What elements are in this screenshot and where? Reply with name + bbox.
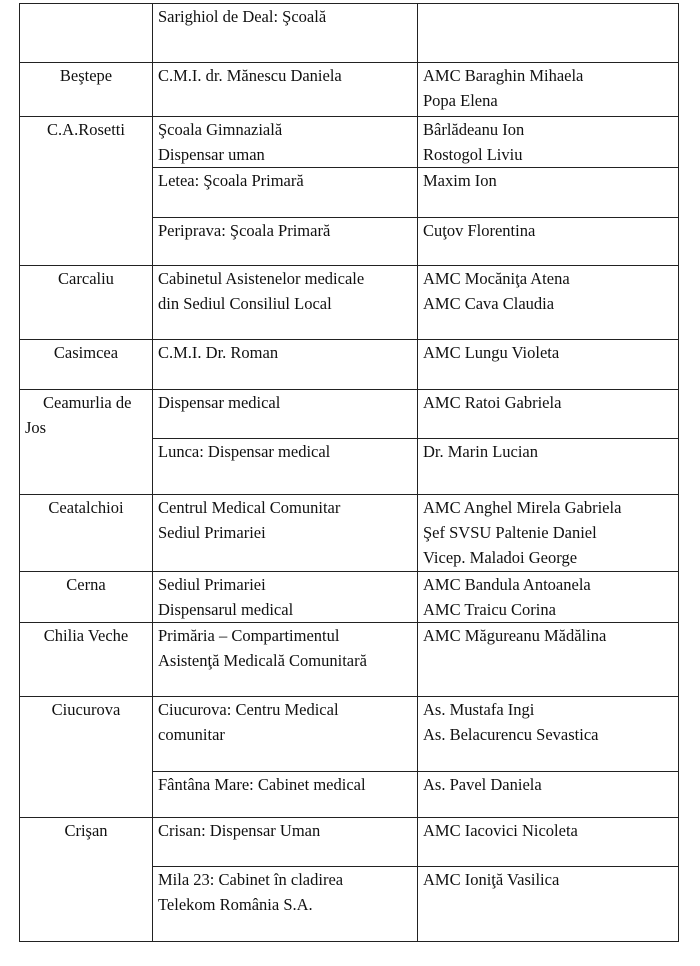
table-row (20, 572, 679, 623)
person-line: Bârlădeanu Ion (423, 120, 525, 139)
person-line: As. Pavel Daniela (423, 775, 542, 794)
person-line: Dr. Marin Lucian (423, 442, 539, 461)
persons-cell (418, 218, 679, 266)
person-line: AMC Traicu Corina (423, 600, 556, 619)
place-cell (153, 117, 418, 168)
persons-cell (418, 63, 679, 117)
person-line: Rostogol Liviu (423, 145, 523, 164)
place-cell (153, 772, 418, 818)
place-line: Şcoala Gimnazială (158, 120, 283, 139)
locality-name: C.A.Rosetti (47, 120, 125, 139)
persons-cell (418, 4, 679, 63)
locality-cell (20, 340, 153, 390)
place-cell (153, 439, 418, 495)
place-cell (153, 218, 418, 266)
person-line: AMC Mocăniţa Atena (423, 269, 570, 288)
locality-name: Ciucurova (51, 700, 121, 719)
locality-cell (20, 818, 153, 942)
locality-cell (20, 390, 153, 495)
persons-cell (418, 117, 679, 168)
persons-cell (418, 168, 679, 218)
persons-cell (418, 439, 679, 495)
person-line: Vicep. Maladoi George (423, 548, 578, 567)
locality-cell (20, 623, 153, 697)
place-line: C.M.I. dr. Mănescu Daniela (158, 66, 342, 85)
place-cell (153, 867, 418, 942)
place-cell (153, 63, 418, 117)
table-row (20, 4, 679, 63)
locality-table (19, 3, 679, 942)
person-line: AMC Cava Claudia (423, 294, 555, 313)
locality-name: Ceamurlia de Jos (25, 393, 132, 437)
person-line: AMC Măgureanu Mădălina (423, 626, 607, 645)
place-cell (153, 4, 418, 63)
locality-cell (20, 4, 153, 63)
place-line: Primăria – Compartimentul (158, 626, 340, 645)
persons-cell (418, 867, 679, 942)
place-line: Dispensarul medical (158, 600, 294, 619)
table-row (20, 117, 679, 168)
locality-cell (20, 63, 153, 117)
place-cell (153, 168, 418, 218)
person-line: AMC Ioniţă Vasilica (423, 870, 560, 889)
place-line: Letea: Şcoala Primară (158, 171, 304, 190)
locality-cell (20, 572, 153, 623)
locality-name: Casimcea (53, 343, 119, 362)
place-line: Asistenţă Medicală Comunitară (158, 651, 367, 670)
place-cell (153, 697, 418, 772)
place-line: Periprava: Şcoala Primară (158, 221, 331, 240)
persons-cell (418, 818, 679, 867)
locality-name: Carcaliu (58, 269, 114, 288)
place-line: Dispensar medical (158, 393, 281, 412)
table-row (20, 266, 679, 340)
place-line: C.M.I. Dr. Roman (158, 343, 279, 362)
place-line: Fântâna Mare: Cabinet medical (158, 775, 366, 794)
persons-cell (418, 697, 679, 772)
table-row (20, 390, 679, 439)
place-line: Centrul Medical Comunitar (158, 498, 341, 517)
place-line: comunitar (158, 725, 225, 744)
locality-name: Beştepe (59, 66, 113, 85)
place-cell (153, 266, 418, 340)
place-line: Ciucurova: Centru Medical (158, 700, 339, 719)
locality-name: Chilia Veche (43, 626, 129, 645)
locality-cell (20, 266, 153, 340)
place-cell (153, 340, 418, 390)
table-row (20, 623, 679, 697)
persons-cell (418, 572, 679, 623)
locality-name: Ceatalchioi (48, 498, 124, 517)
locality-name: Cerna (66, 575, 106, 594)
place-line: Dispensar uman (158, 145, 265, 164)
persons-cell (418, 266, 679, 340)
table-row (20, 697, 679, 772)
locality-name: Crişan (64, 821, 108, 840)
place-cell (153, 390, 418, 439)
place-line: Lunca: Dispensar medical (158, 442, 331, 461)
persons-cell (418, 772, 679, 818)
place-line: Sediul Primariei (158, 523, 266, 542)
persons-cell (418, 390, 679, 439)
persons-cell (418, 623, 679, 697)
place-cell (153, 572, 418, 623)
persons-cell (418, 495, 679, 572)
locality-cell (20, 117, 153, 266)
person-line: AMC Lungu Violeta (423, 343, 560, 362)
person-line: As. Mustafa Ingi (423, 700, 535, 719)
place-line: Crisan: Dispensar Uman (158, 821, 321, 840)
person-line: AMC Anghel Mirela Gabriela (423, 498, 622, 517)
person-line: As. Belacurencu Sevastica (423, 725, 599, 744)
locality-cell (20, 495, 153, 572)
place-cell (153, 818, 418, 867)
person-line: AMC Bandula Antoanela (423, 575, 591, 594)
place-line: din Sediul Consiliul Local (158, 294, 332, 313)
place-cell (153, 623, 418, 697)
person-line: AMC Baraghin Mihaela (423, 66, 584, 85)
place-cell (153, 495, 418, 572)
person-line: Popa Elena (423, 91, 498, 110)
table-row (20, 495, 679, 572)
person-line: Maxim Ion (423, 171, 497, 190)
place-line: Mila 23: Cabinet în cladirea (158, 870, 344, 889)
table-row (20, 340, 679, 390)
table-row (20, 63, 679, 117)
place-line: Telekom România S.A. (158, 895, 313, 914)
person-line: AMC Ratoi Gabriela (423, 393, 562, 412)
person-line: AMC Iacovici Nicoleta (423, 821, 578, 840)
persons-cell (418, 340, 679, 390)
locality-cell (20, 697, 153, 818)
place-line: Sarighiol de Deal: Şcoală (158, 7, 327, 26)
place-line: Sediul Primariei (158, 575, 266, 594)
table-row (20, 818, 679, 867)
place-line: Cabinetul Asistenelor medicale (158, 269, 365, 288)
person-line: Cuţov Florentina (423, 221, 536, 240)
person-line: Şef SVSU Paltenie Daniel (423, 523, 597, 542)
